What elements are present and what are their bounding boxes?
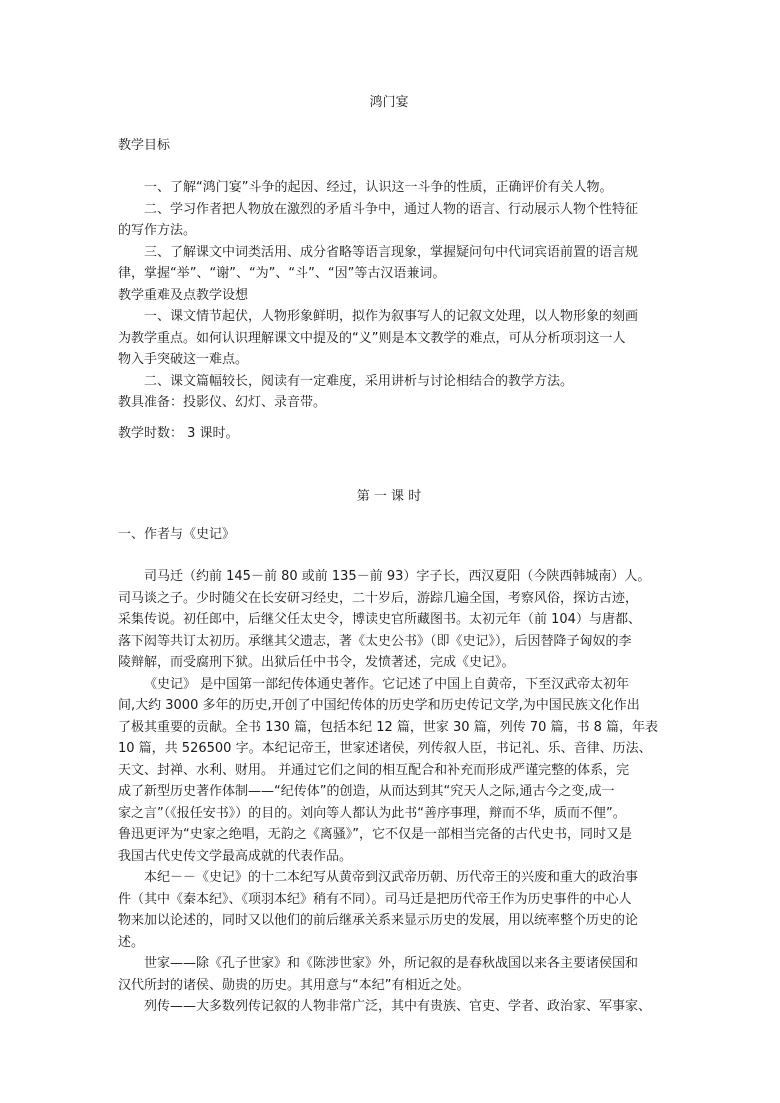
focus-heading: 教学重难及点教学设想 [118,287,249,303]
teaching-goals-section [118,135,660,157]
lesson-heading: 第 一 课 时 [356,489,422,504]
focus-line: 一、课文情节起伏，人物形象鲜明，拟作为叙事写人的记叙文处理，以人物形象的刻画 [144,309,639,324]
section1-heading: 一、作者与《史记》 [118,527,236,542]
body-line: 司马谈之子。少时随父在长安研习经史，二十岁后，游踪几遍全国，考察风俗，探访古迹， [118,590,639,606]
body-line: 物来加以论述的，同时又以他们的前后继承关系来显示历史的发展，用以统率整个历史的论 [118,913,639,928]
goal-line: 的写作方法。 [118,223,197,238]
body-line: 我国古代史传文学最高成就的代表作品。 [118,848,353,864]
body-line: 10 篇，共 526500 字。本纪记帝王，世家述诸侯，列传叙人臣，书记礼、乐、音律、历法、 [118,741,652,756]
section1-heading-block [118,524,660,546]
goal-line: 律，掌握“举”、“谢”、“为”、“斗”、“因”等古汉语兼词。 [118,266,446,281]
body-line: 件（其中《秦本纪》、《项羽本纪》稍有不同）。司马迁是把历代帝王作为历史事件的中心人 [118,891,632,907]
focus-line: 二、课文篇幅较长，阅读有一定难度，采用讲析与讨论相结合的教学方法。 [144,373,574,389]
author-body [118,566,660,1018]
goal-line: 二、学习作者把人物放在激烈的矛盾斗争中，通过人物的语言、行动展示人物个性特征 [144,201,639,217]
body-line: 陵辩解，而受腐刑下狱。出狱后任中书令，发愤著述，完成《史记》。 [118,655,515,670]
body-line: 本纪－－《史记》的十二本纪写从黄帝到汉武帝历朝、历代帝王的兴废和重大的政治事 [144,870,639,885]
body-line: 间,大约 3000 多年的历史,开创了中国纪传体的历史学和历史传记文学,为中国民族文化作出 [118,698,640,713]
hours-block [118,423,660,445]
body-line: 鲁迅更评为“史家之绝唱，无韵之《离骚》”，它不仅是一部相当完备的古代史书，同时又是 [118,827,632,842]
body-line: 《史记》 是中国第一部纪传体通史著作。它记述了中国上自黄帝，下至汉武帝太初年 [144,676,630,692]
body-line: 世家——除《孔子世家》和《陈涉世家》外，所记叙的是春秋战国以来各主要诸侯国和 [144,956,639,971]
body-line: 了极其重要的贡献。全书 130 篇，包括本纪 12 篇，世家 30 篇，列传 70 篇，书 8 篇，年表 [118,719,659,735]
focus-line: 为教学重点。如何认识理解课文中提及的“义”则是本文教学的难点，可从分析项羽这一人 [118,330,626,346]
goal-line: 一、了解“鸿门宴”斗争的起因、经过，认识这一斗争的性质，正确评价有关人物。 [144,180,613,195]
body-line: 司马迁（约前 145－前 80 或前 135－前 93）字子长，西汉夏阳（今陕西韩城南）人。 [144,569,651,584]
body-line: 汉代所封的诸侯、勋贵的历史。其用意与“本纪”有相近之处。 [118,977,470,993]
body-line: 列传——大多数列传记叙的人物非常广泛，其中有贵族、官吏、学者、政治家、军事家、 [144,999,652,1014]
goals-heading: 教学目标 [118,138,171,153]
tools-line: 教具准备：投影仪、幻灯、录音带。 [118,395,327,410]
body-line: 成了新型历史著作体制——“纪传体”的创造，从而达到其“究天人之际,通古今之变,成一 [118,784,615,799]
body-line: 采集传说。初任郎中，后继父任太史令，博读史官所藏图书。太初元年（前 104）与唐都、 [118,612,641,627]
body-line: 天文、封禅、水利、财用。 并通过它们之间的相互配合和补充而形成严谨完整的体系，完 [118,762,630,778]
goal-line: 三、了解课文中词类活用、成分省略等语言现象，掌握疑问句中代词宾语前置的语言规 [144,244,639,260]
hours-line: 教学时数： 3 课时。 [118,426,239,441]
focus-line: 物入手突破这一难点。 [118,352,249,367]
lesson-heading-block [118,486,660,508]
goals-list [118,177,660,414]
body-line: 述。 [118,934,145,950]
body-line: 落下闳等共订太初历。承继其父遗志，著《太史公书》（即《史记》），后因替降子匈奴的李 [118,633,632,649]
document-title: 鸿门宴 [369,95,409,110]
body-line: 家之言”（《报任安书》）的目的。刘向等人都认为此书“善序事理，辩而不华，质而不俚”。 [118,805,626,821]
